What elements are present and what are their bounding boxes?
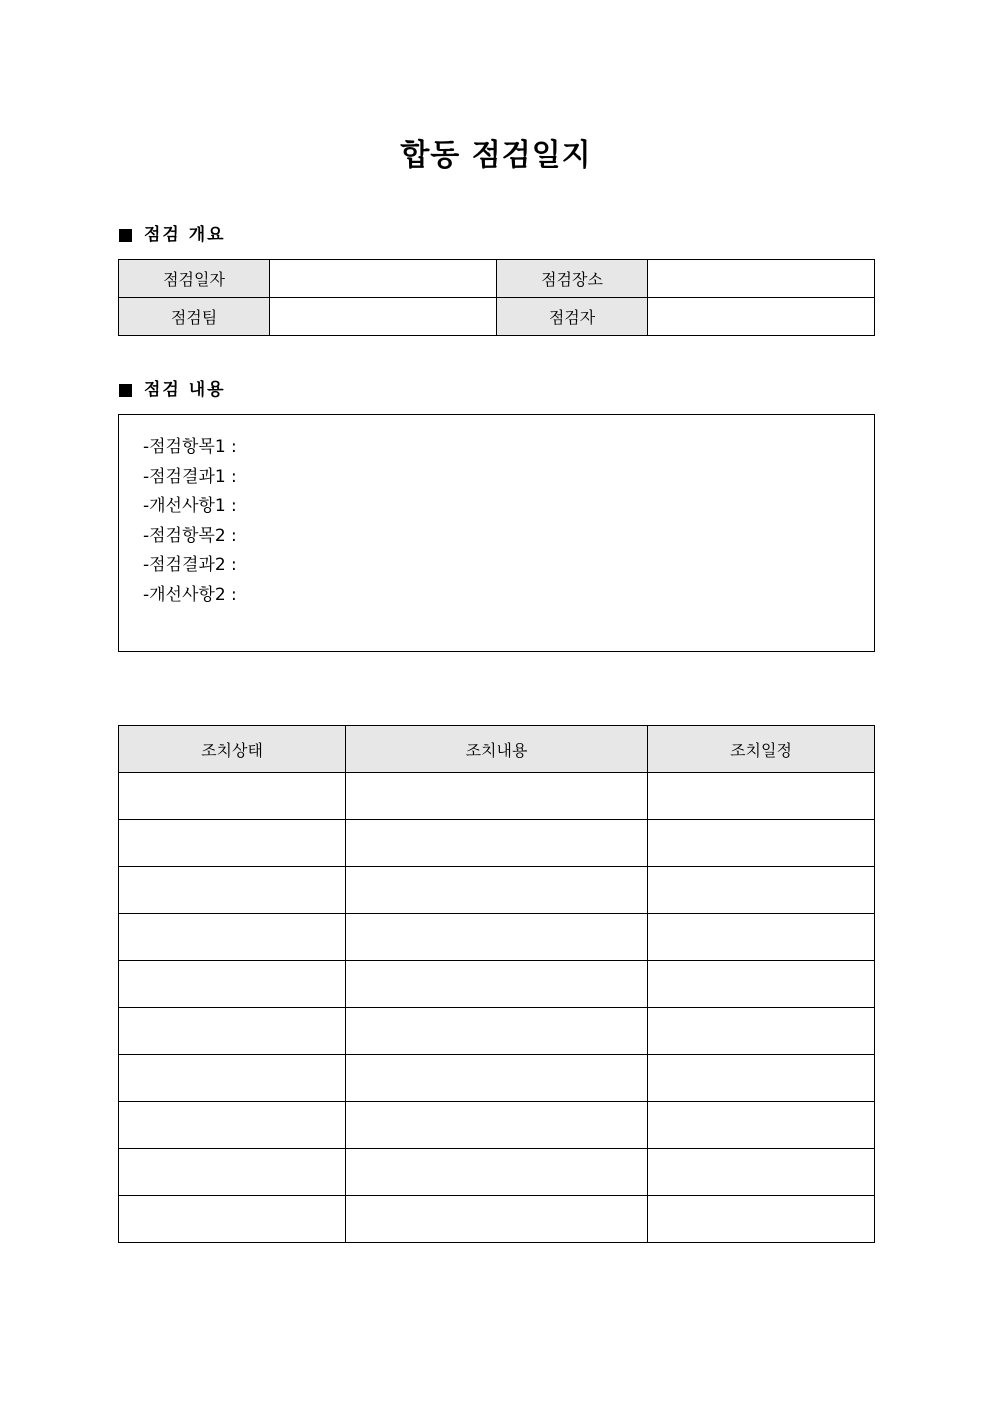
column-header-action-status: 조치상태 [119, 726, 346, 773]
inspector-field[interactable] [648, 298, 875, 336]
table-row [119, 260, 875, 298]
section-heading-label: 점검 개요 [144, 225, 226, 245]
section-heading-label: 점검 내용 [144, 380, 226, 400]
table-row [119, 1008, 875, 1055]
action-status-cell[interactable] [119, 1196, 346, 1243]
action-content-cell[interactable] [346, 1149, 648, 1196]
content-lines [143, 433, 237, 610]
inspection-location-label: 점검장소 [497, 260, 648, 298]
action-schedule-cell[interactable] [648, 867, 875, 914]
content-line-item1: -점검항목1 : [143, 437, 237, 457]
inspection-date-label: 점검일자 [119, 260, 270, 298]
inspector-label: 점검자 [497, 298, 648, 336]
table-row [119, 298, 875, 336]
action-content-cell[interactable] [346, 1008, 648, 1055]
action-status-cell[interactable] [119, 1149, 346, 1196]
action-content-cell[interactable] [346, 773, 648, 820]
content-line-item2: -점검항목2 : [143, 525, 237, 546]
action-content-cell[interactable] [346, 961, 648, 1008]
content-line-result2: -점검결과2 : [143, 555, 237, 575]
action-status-cell[interactable] [119, 773, 346, 820]
table-row [119, 961, 875, 1008]
content-line-result1: -점검결과1 : [143, 466, 237, 487]
action-schedule-cell[interactable] [648, 1008, 875, 1055]
action-status-cell[interactable] [119, 914, 346, 961]
square-bullet-icon [119, 229, 132, 242]
action-content-cell[interactable] [346, 1055, 648, 1102]
table-row [119, 773, 875, 820]
table-row [119, 1196, 875, 1243]
action-status-cell[interactable] [119, 1055, 346, 1102]
action-schedule-cell[interactable] [648, 1102, 875, 1149]
inspection-team-field[interactable] [270, 298, 497, 336]
inspection-content-box[interactable] [118, 414, 875, 652]
content-line-improvement1: -개선사항1 : [143, 496, 237, 516]
action-status-cell[interactable] [119, 1102, 346, 1149]
column-header-action-content: 조치내용 [346, 726, 648, 773]
column-header-action-schedule: 조치일정 [648, 726, 875, 773]
table-row [119, 1102, 875, 1149]
action-table-body [119, 773, 875, 1243]
section-heading-overview [119, 224, 226, 246]
action-content-cell[interactable] [346, 1102, 648, 1149]
action-status-cell[interactable] [119, 820, 346, 867]
action-schedule-cell[interactable] [648, 914, 875, 961]
table-row [119, 867, 875, 914]
table-row [119, 914, 875, 961]
section-heading-content [119, 379, 226, 401]
action-content-cell[interactable] [346, 914, 648, 961]
action-schedule-cell[interactable] [648, 961, 875, 1008]
action-content-cell[interactable] [346, 867, 648, 914]
action-content-cell[interactable] [346, 820, 648, 867]
overview-table [118, 259, 875, 336]
content-line-improvement2: -개선사항2 : [143, 584, 237, 605]
action-status-cell[interactable] [119, 867, 346, 914]
inspection-location-field[interactable] [648, 260, 875, 298]
action-schedule-cell[interactable] [648, 820, 875, 867]
page-title: 합동 점검일지 [400, 138, 592, 173]
square-bullet-icon [119, 384, 132, 397]
action-schedule-cell[interactable] [648, 1196, 875, 1243]
action-schedule-cell[interactable] [648, 773, 875, 820]
action-content-cell[interactable] [346, 1196, 648, 1243]
inspection-team-label: 점검팀 [119, 298, 270, 336]
table-row [119, 1149, 875, 1196]
inspection-date-field[interactable] [270, 260, 497, 298]
action-table [118, 725, 875, 1243]
table-header-row [119, 726, 875, 773]
action-status-cell[interactable] [119, 961, 346, 1008]
action-schedule-cell[interactable] [648, 1149, 875, 1196]
action-status-cell[interactable] [119, 1008, 346, 1055]
action-schedule-cell[interactable] [648, 1055, 875, 1102]
table-row [119, 1055, 875, 1102]
table-row [119, 820, 875, 867]
